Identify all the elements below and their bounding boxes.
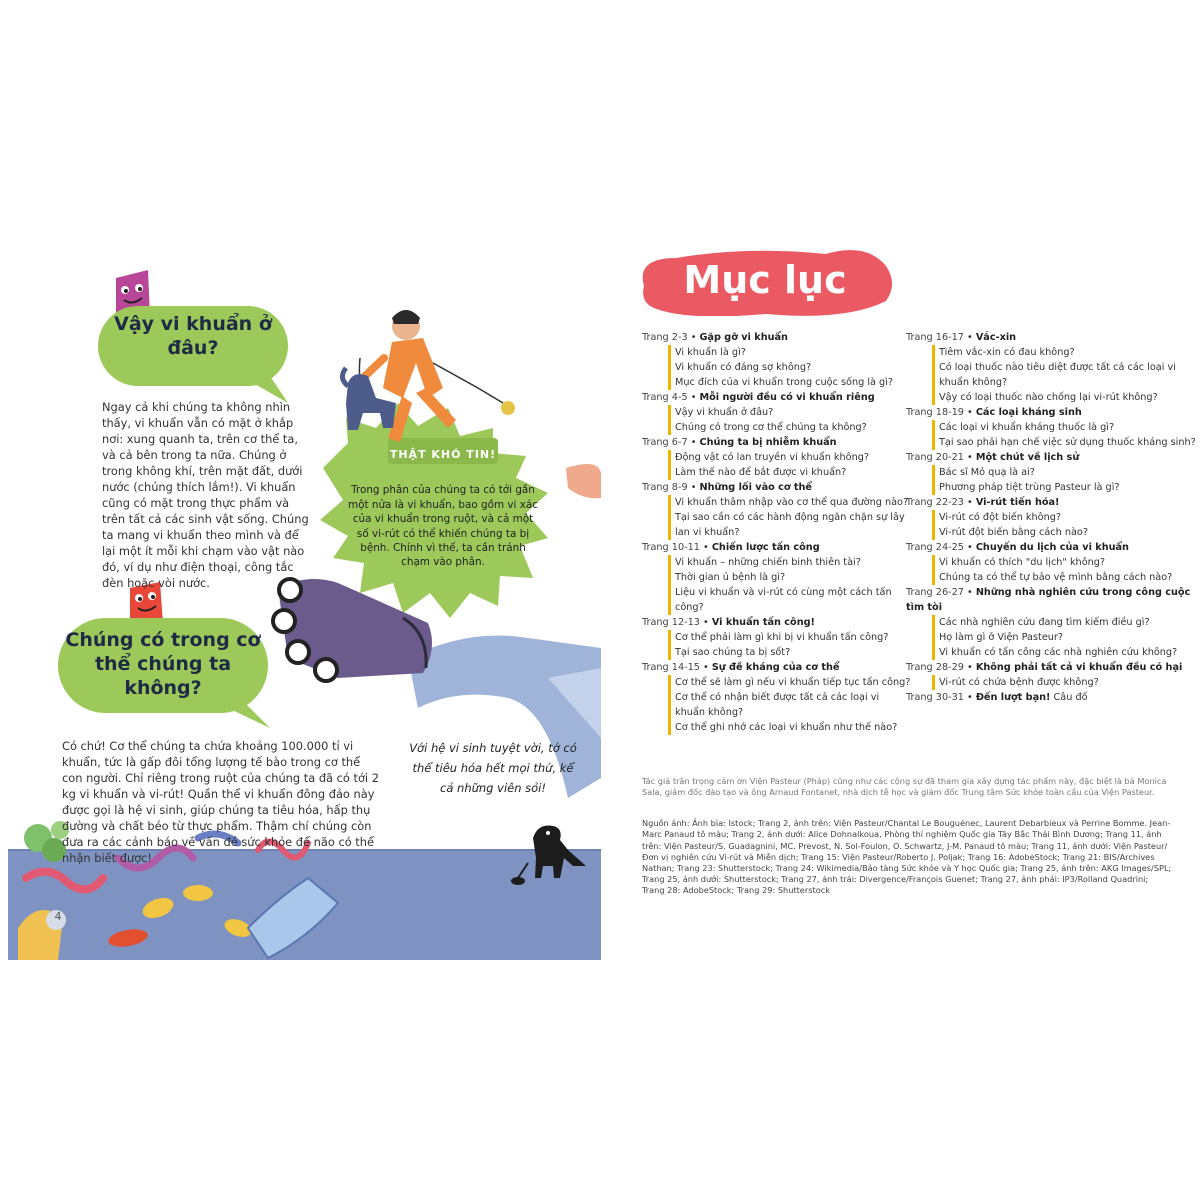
toc-item: Chúng ta có thể tự bảo vệ mình bằng cách nào?: [939, 572, 1173, 583]
toc-section: [906, 330, 1196, 405]
toc-item: Bác sĩ Mỏ quạ là ai?: [939, 467, 1035, 478]
toc-section: [906, 660, 1196, 690]
toc-item: Vi khuẩn có thích "du lịch" không?: [939, 557, 1106, 568]
toc-section: [642, 540, 912, 615]
toc-heading[interactable]: Trang 30-31 • Đến lượt bạn! Câu đố: [906, 692, 1088, 703]
toc-section: [642, 330, 912, 390]
toc-item: Chúng có trong cơ thể chúng ta không?: [675, 422, 867, 433]
toc-section: [906, 540, 1196, 585]
question-bubble-in-body: Chúng có trong cơ thể chúng ta không?: [58, 618, 268, 713]
toc-title: Các loại kháng sinh: [975, 407, 1082, 418]
toc-heading[interactable]: Trang 26-27 • Những nhà nghiên cứu trong công cuộc tìm tòi: [906, 587, 1191, 613]
toc-item: Vi-rút có đột biến không?: [939, 512, 1062, 523]
toc-heading[interactable]: Trang 18-19 • Các loại kháng sinh: [906, 407, 1082, 418]
toc-title: Những lối vào cơ thể: [699, 482, 813, 493]
right-page: [620, 238, 1195, 960]
toc-section: [642, 435, 912, 480]
toc-title: Không phải tất cả vi khuẩn đều có hại: [975, 662, 1183, 673]
toc-section: [906, 405, 1196, 450]
toc-title: Mỗi người đều có vi khuẩn riêng: [699, 392, 875, 403]
toc-item: Liệu vi khuẩn và vi-rút có cùng một cách tấn công?: [675, 587, 892, 613]
acknowledgement-text: Tác giả trân trọng cảm ơn Viện Pasteur (Pháp) cũng như các cộng sự đã tham gia xây dựng tác phẩm này, đặc biệt là bà Monica Sala, giám đốc đào tạo và ông Arnaud Fontanet, nhà dịch tễ học và giám đốc Trung tâm Sức khỏe toàn cầu của Viện Pasteur.: [642, 776, 1167, 798]
toc-item: Phương pháp tiệt trùng Pasteur là gì?: [939, 482, 1120, 493]
toc-title: Sự đề kháng của cơ thể: [711, 662, 840, 673]
toc-title: Một chút về lịch sử: [975, 452, 1080, 463]
toc-heading[interactable]: Trang 4-5 • Mỗi người đều có vi khuẩn riêng: [642, 392, 875, 403]
toc-item: Các nhà nghiên cứu đang tìm kiếm điều gì?: [939, 617, 1150, 628]
toc-item: Mục đích của vi khuẩn trong cuộc sống là gì?: [675, 377, 894, 388]
toc-page: Trang 12-13: [642, 617, 700, 628]
toc-item: Làm thế nào để bắt được vi khuẩn?: [675, 467, 847, 478]
toc-title: Gặp gỡ vi khuẩn: [699, 332, 788, 343]
toc-page: Trang 20-21: [906, 452, 964, 463]
toc-heading[interactable]: Trang 22-23 • Vi-rút tiến hóa!: [906, 497, 1060, 508]
toc-page: Trang 16-17: [906, 332, 964, 343]
toc-item: Các loại vi khuẩn kháng thuốc là gì?: [939, 422, 1115, 433]
toc-item: Vi-rút có chứa bệnh được không?: [939, 677, 1099, 688]
toc-column-2: [906, 330, 1196, 705]
dinosaur-caption: Với hệ vi sinh tuyệt vời, tớ có thể tiêu hóa hết mọi thứ, kể cả những viên sỏi!: [409, 741, 577, 795]
toc-heading[interactable]: Trang 28-29 • Không phải tất cả vi khuẩn đều có hại: [906, 662, 1183, 673]
toc-item: Cơ thể có nhận biết được tất cả các loại vi khuẩn không?: [675, 692, 880, 718]
toc-item: Tại sao cần có các hành động ngăn chặn sự lây lan vi khuẩn?: [675, 512, 905, 538]
toc-heading[interactable]: Trang 20-21 • Một chút về lịch sử: [906, 452, 1080, 463]
toc-page: Trang 26-27: [906, 587, 964, 598]
image-credits-text: Nguồn ảnh: Ảnh bìa: Istock; Trang 2, ảnh trên: Viện Pasteur/Chantal Le Bouguénec, Laurent Debarbieux và Perrine Bomme. Jean-Marc Panaud tô màu; Trang 2, ảnh dưới: Alice Dohnalkoua, Phòng thí nghiệm Quốc gia Tây Bắc Thái Bình Dương; Trang 11, ảnh trên: Viện Pasteur/S. Guadagnini, MC. Prevost, N. Sol-Foulon, O. Schwartz, J-M. Panaud tô màu; Trang 11, ảnh dưới: Viện Pasteur/Đơn vị nghiên cứu Vi-rút và Miễn dịch; Trang 15: Viện Pasteur/Roberto J. Poljak; Trang 16: AdobeStock; Trang 21: BIS/Archives Nathan; Trang 23: Shutterstock; Trang 24: Wikimedia/Bảo tàng Sức khỏe và Y học Quốc gia; Trang 25, ảnh trên: AKG Images/SPL; Trang 25, ảnh dưới: Shutterstock; Trang 27, ảnh trái: Divergence/François Guenet; Trang 27, ảnh phải: IP3/Rolland Quadrini; Trang 28: AdobeStock; Trang 29: Shutterstock: [642, 818, 1172, 896]
toc-item: Cơ thể ghi nhớ các loại vi khuẩn như thế nào?: [675, 722, 898, 733]
toc-item: Vậy vi khuẩn ở đâu?: [675, 407, 774, 418]
paragraph-in-body: Có chứ! Cơ thể chúng ta chứa khoảng 100.000 tỉ vi khuẩn, tức là gấp đôi tổng lượng tế bào trong cơ thể con người. Chỉ riêng trong ruột của chúng ta đã có tới 2 kg vi khuẩn và vi-rút! Quần thể vi khuẩn đông đảo này được gọi là hệ vi sinh, giúp chúng ta tiêu hóa, hấp thụ đường và chất béo từ thực phẩm. Thậm chí chúng còn đưa ra các cảnh báo về vấn đề sức khỏe để não có thể nhận biết được!: [62, 739, 379, 866]
toc-item: Vi khuẩn là gì?: [675, 347, 746, 358]
toc-heading[interactable]: Trang 12-13 • Vi khuẩn tấn công!: [642, 617, 815, 628]
toc-heading[interactable]: Trang 16-17 • Vắc-xin: [906, 332, 1017, 343]
toc-heading[interactable]: Trang 24-25 • Chuyến du lịch của vi khuẩn: [906, 542, 1129, 553]
toc-item: Vi khuẩn thâm nhập vào cơ thể qua đường nào?: [675, 497, 909, 508]
toc-section: [906, 585, 1196, 660]
toc-item: Tiêm vắc-xin có đau không?: [939, 347, 1075, 358]
toc-title: Chuyến du lịch của vi khuẩn: [975, 542, 1129, 553]
toc-title: Vi-rút tiến hóa!: [975, 497, 1060, 508]
left-page: [8, 238, 601, 960]
toc-title: Vắc-xin: [975, 332, 1017, 343]
page-number: 4: [54, 910, 62, 923]
toc-item: Tại sao chúng ta bị sốt?: [675, 647, 791, 658]
toc-item: Tại sao phải hạn chế việc sử dụng thuốc kháng sinh?: [939, 437, 1196, 448]
toc-title: Vi khuẩn tấn công!: [711, 617, 815, 628]
toc-title: Những nhà nghiên cứu trong công cuộc tìm tòi: [906, 587, 1191, 613]
toc-title: Chiến lược tấn công: [711, 542, 820, 553]
toc-item: Vi khuẩn – những chiến binh thiên tài?: [675, 557, 861, 568]
page-title: Mục lục: [683, 258, 847, 302]
toc-page: Trang 28-29: [906, 662, 964, 673]
toc-suffix: Câu đố: [1053, 692, 1088, 703]
toc-item: Có loại thuốc nào tiêu diệt được tất cả các loại vi khuẩn không?: [939, 362, 1176, 388]
toc-heading[interactable]: Trang 2-3 • Gặp gỡ vi khuẩn: [642, 332, 788, 343]
toc-section: [906, 690, 1196, 705]
toc-page: Trang 6-7: [642, 437, 688, 448]
toc-heading[interactable]: Trang 6-7 • Chúng ta bị nhiễm khuẩn: [642, 437, 837, 448]
starburst-text: Trong phân của chúng ta có tới gần một nửa là vi khuẩn, bao gồm vi xác của vi khuẩn trong ruột, và cả một số vi-rút có thể khiến chúng ta bị bệnh. Chính vì thế, ta cần tránh chạm vào phân.: [348, 484, 538, 569]
paragraph-where: Ngay cả khi chúng ta không nhìn thấy, vi khuẩn vẫn có mặt ở khắp nơi: xung quanh ta, trên cơ thể ta, và cả bên trong ta nữa. Chúng ở trong không khí, trên mặt đất, dưới nước (chúng thích lắm!). Vi khuẩn cũng có mặt trong thực phẩm và trên tất cả các sinh vật sống. Chúng ta mang vi khuẩn theo mình và để lại một ít mỗi khi chạm vào vật nào đó, ví dụ như điện thoại, công tắc đèn hoặc vòi nước.: [102, 400, 309, 591]
toc-title: Chúng ta bị nhiễm khuẩn: [699, 437, 837, 448]
toc-section: [642, 615, 912, 660]
toc-item: Cơ thể sẽ làm gì nếu vi khuẩn tiếp tục tấn công?: [675, 677, 911, 688]
toc-page: Trang 30-31: [906, 692, 964, 703]
toc-page: Trang 2-3: [642, 332, 688, 343]
toc-heading[interactable]: Trang 10-11 • Chiến lược tấn công: [642, 542, 820, 553]
toc-item: Vi khuẩn có tấn công các nhà nghiên cứu không?: [939, 647, 1178, 658]
toc-page: Trang 8-9: [642, 482, 688, 493]
toc-column-1: [642, 330, 912, 735]
toc-page: Trang 4-5: [642, 392, 688, 403]
toc-page: Trang 24-25: [906, 542, 964, 553]
toc-item: Vi-rút đột biến bằng cách nào?: [939, 527, 1088, 538]
toc-heading[interactable]: Trang 14-15 • Sự đề kháng của cơ thể: [642, 662, 840, 673]
toc-item: Vậy có loại thuốc nào chống lại vi-rút không?: [939, 392, 1158, 403]
toc-item: Cơ thể phải làm gì khi bị vi khuẩn tấn công?: [675, 632, 889, 643]
toc-section: [906, 495, 1196, 540]
question-bubble-where: Vậy vi khuẩn ở đâu?: [98, 306, 288, 386]
toc-item: Động vật có lan truyền vi khuẩn không?: [675, 452, 870, 463]
toc-item: Thời gian ủ bệnh là gì?: [675, 572, 786, 583]
toc-page: Trang 22-23: [906, 497, 964, 508]
toc-item: Vi khuẩn có đáng sợ không?: [675, 362, 812, 373]
toc-page: Trang 10-11: [642, 542, 700, 553]
toc-title: Đến lượt bạn!: [975, 692, 1051, 703]
toc-heading[interactable]: Trang 8-9 • Những lối vào cơ thể: [642, 482, 813, 493]
toc-section: [642, 390, 912, 435]
toc-section: [642, 480, 912, 540]
toc-page: Trang 18-19: [906, 407, 964, 418]
toc-page: Trang 14-15: [642, 662, 700, 673]
starburst-title: THẬT KHÓ TIN!: [389, 448, 497, 461]
toc-section: [906, 450, 1196, 495]
toc-item: Họ làm gì ở Viện Pasteur?: [939, 632, 1064, 643]
toc-section: [642, 660, 912, 735]
